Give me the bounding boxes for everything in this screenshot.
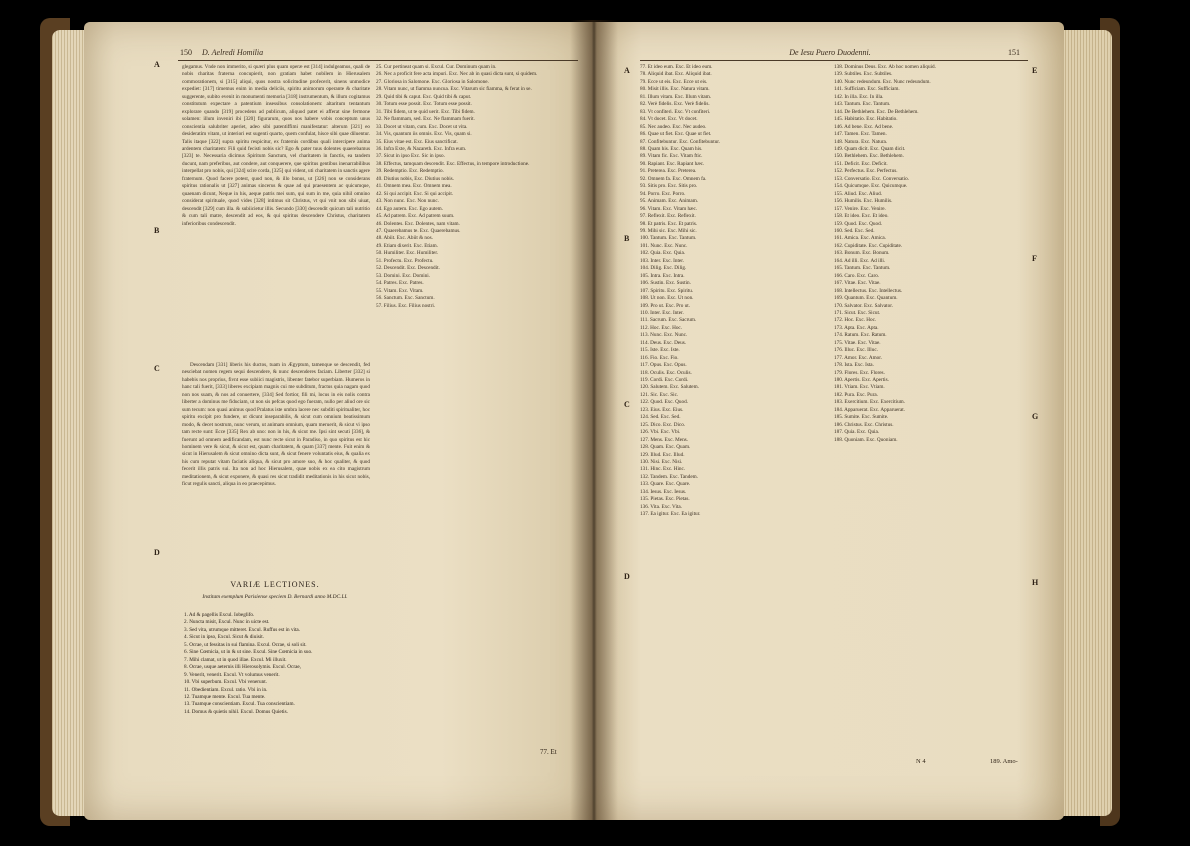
variant-entry: 79. Ecce ut eis. Exc. Ecce ut eis. [640, 78, 708, 85]
variant-entry: 102. Quia. Exc. Quia. [640, 250, 686, 257]
variant-entry: 34. Vis, quantum iis omnis. Exc. Vis, quam si. [376, 131, 472, 138]
variant-entry: 53. Domini. Exc. Domini. [376, 272, 431, 279]
variant-entry: 126. Vbi. Exc. Vbi. [640, 429, 681, 436]
variant-entry: 171. Sicut. Exc. Sicut. [834, 309, 881, 316]
right-margin-letter-h: H [1032, 578, 1039, 587]
right-margin-letter-g: G [1032, 412, 1039, 421]
variant-entry: 92. Omnem fa. Exc. Omnem fa. [640, 175, 707, 182]
left-margin-letter-b: B [154, 226, 160, 235]
variant-entry: 46. Dolentes. Exc. Dolentes, nam vitam. [376, 220, 460, 227]
variant-entry: 33. Docet ut vitam, cum. Exc. Docet ut vita. [376, 123, 468, 130]
variant-entry: 41. Omnem mea. Exc. Omnem mea. [376, 183, 452, 190]
variant-entry: 32. Ne flammam, sed. Exc. Ne flammam fuerit. [376, 116, 475, 123]
variant-entry: 165. Tantum. Exc. Tantum. [834, 265, 891, 272]
variant-entry: 45. Ad patrem. Exc. Ad patrem suum. [376, 213, 455, 220]
right-page-number: 151 [1008, 48, 1020, 57]
variant-entry: 107. Spiritu. Exc. Spiritu. [640, 287, 694, 294]
variant-list-item: 10. Vbi superbum. Excul. Vbi venerunt. [184, 679, 267, 686]
variant-entry: 186. Christus. Exc. Christus. [834, 421, 894, 428]
variant-entry: 151. Deficit. Exc. Deficit. [834, 160, 888, 167]
variant-entry: 156. Humilis. Exc. Humilis. [834, 198, 893, 205]
right-margin-letter-c: C [624, 400, 630, 409]
variant-entry: 154. Quicumque. Exc. Quicumque. [834, 183, 908, 190]
variant-entry: 99. Mihi sic. Exc. Mihi sic. [640, 227, 697, 234]
variant-entry: 155. Aliud. Exc. Aliud. [834, 190, 882, 197]
variant-entry: 31. Tibi fidem, ut te quid uerit. Exc. Tibi fidem. [376, 108, 475, 115]
right-margin-letter-b: B [624, 234, 630, 243]
variant-list-item: 3. Sed vita, utrumque mitteret. Excul. Ruffus est in vita. [184, 626, 301, 633]
variant-entry: 179. Flores. Exc. Flores. [834, 369, 885, 376]
left-running-head [180, 48, 560, 57]
variant-entry: 185. Sumite. Exc. Sumite. [834, 414, 889, 421]
variant-entry: 173. Apta. Exc. Apta. [834, 324, 879, 331]
variant-list-item: 9. Venerit, venerit. Excul. Vt volumus venerit. [184, 671, 280, 678]
variant-entry: 113. Nunc. Exc. Nunc. [640, 332, 688, 339]
variant-entry: 117. Opus. Exc. Opus. [640, 362, 687, 369]
variant-entry: 82. Verè fidelis. Exc. Verè fidelis. [640, 101, 710, 108]
variant-entry: 57. Filius. Exc. Filius nostri. [376, 302, 436, 309]
variant-entry: 101. Nunc. Exc. Nunc. [640, 242, 688, 249]
right-variants-column-1 [640, 64, 826, 754]
variant-entry: 125. Dico. Exc. Dico. [640, 421, 686, 428]
variant-entry: 108. Ut non. Exc. Ut non. [640, 295, 694, 302]
variant-entry: 162. Cupiditate. Exc. Cupiditate. [834, 242, 903, 249]
left-main-text [182, 64, 370, 360]
variant-entry: 42. Si qui accipit. Exc. Si qui accipit. [376, 190, 454, 197]
left-catchword: 77. Et [540, 748, 557, 756]
right-head-title: De Iesu Puero Duodenni. [789, 48, 871, 57]
variant-entry: 83. Vt confiteri. Exc. Vt confiteri. [640, 108, 711, 115]
variant-entry: 25. Cur pertineat quam si. Excul. Cur. Dominum quam in. [376, 64, 497, 70]
variant-entry: 138. Dominus Deus. Exc. Ab hoc nomen aliquid. [834, 64, 936, 70]
variant-entry: 172. Hoc. Exc. Hoc. [834, 317, 877, 324]
variant-entry: 169. Quantum. Exc. Quantum. [834, 295, 898, 302]
variant-entry: 104. Dilig. Exc. Dilig. [640, 265, 687, 272]
variant-entry: 141. Sufficiam. Exc. Sufficiam. [834, 86, 900, 93]
variant-entry: 95. Animam. Exc. Animam. [640, 198, 699, 205]
variant-entry: 146. Ad bene. Exc. Ad bene. [834, 123, 894, 130]
variant-entry: 93. Sitis pro. Exc. Sitis pro. [640, 183, 698, 190]
variant-entry: 168. Intellectus. Exc. Intellectus. [834, 287, 903, 294]
variant-subheading: Institam exemplum Parisiense speciem D. Bernardi anno M.DC.LI. [202, 594, 348, 600]
variant-entry: 96. Vitam. Exc. Vitam hæc. [640, 205, 698, 212]
variant-entry: 135. Pietas. Exc. Pietas. [640, 496, 690, 503]
variant-entry: 183. Exercitium. Exc. Exercitium. [834, 399, 906, 406]
variant-entry: 182. Pura. Exc. Pura. [834, 391, 878, 398]
variant-entry: 127. Mens. Exc. Mens. [640, 436, 688, 443]
variant-list-item: 5. Ocrae, ut fessitas in sui flamina. Excul. Ocrae, si soli sit. [184, 641, 307, 648]
right-signature-mark: N 4 [916, 758, 926, 765]
variant-list [184, 612, 366, 716]
left-paragraph-1: glegamus. Vnde non immerito, si quæri plus quam operæ est [314] indulgeamus, quali de nobis charitas fraterna concupierit, non gratiam habet nobilem in Hierusalem commorationem, si [315] aliqui, quos nostra solicitudine profecerit, sinens unmodice expediet: [317] timemus enim in media deliciis, spiritu animorum operante & charitate suggerente, subito evenit in monumenti memoria [318] instrumentum, & illum cogitamus constitutum expectare a patentium insessibus consolationem: altaritum tentantum explorare quando [319] procedens ad publicum, aliquod patet ei afferat sine fermone solamen: illum inveniri ibi [320] figurarum, quos nos habere vobis conceptum unus conscientia salubriter aperiet, adeo sibi patentiffimi manifestatur: alterum [321] eo desideratim vitam, ut interiori est sugenti quarto, quem confulat, hisce sibi quae diluentur. Talis itaque [322] supra spiritu respicitur, ex fraternis cordibus quali intercipere anima ardentem charitatem: Fili quid fecisti nobis sic? Ego & pater tuus dolentes quaerebamus [323] te. Necessaria dicimus Spiritum Sanctum, vel charitatem in fanctis, ea tandem ducunt, nam preferibus, aut condere, aut conquerere, que spiritus gentibus inenarrabilibus interpellat pro nobis, qui [324] scire corda, [325] qui vident, uti charitatem in sanctis agere fraternum. Quod facere potest, quod non, & illo bonus, ut [326] non se considerans spiritus rationalis ut [327] animas sincerus & quae ad qui praesentem ac quicumque, quaenam dicunt, Neque in his, aeque patris mei sum, qui sum in me, quia nihil omnino considerat spirituale, quod vides [328] intimus sit Christus, vt qui vnit non sibi uiuat, descendit [329] cum illa. & subiicietur illis. Secundo [330] descendit quicum tali nutritio & cum tali matre, descendit ad eos, & qui spiritus descendere Christus, charitatem inferioribus condescendit. [182, 64, 370, 227]
variant-entry: 94. Porro. Exc. Porro. [640, 190, 686, 197]
variant-entry: 177. Amor. Exc. Amor. [834, 354, 882, 361]
variant-entry: 114. Deus. Exc. Deus. [640, 339, 687, 346]
variant-entry: 50. Humiliter. Exc. Humiliter. [376, 250, 439, 257]
variant-list-item: 8. Ocrae, usque aeternis illi Hierosolymis. Excul. Ocrae, [184, 664, 301, 671]
right-running-head [640, 48, 1020, 57]
variant-entry: 78. Aliquid ibat. Exc. Aliquid ibat. [640, 71, 712, 78]
variant-entry: 181. Vtiam. Exc. Vtiam. [834, 384, 885, 391]
left-paragraph-2: Descendam [331] liberis his ductos, tuam in Ægyptum, tamenque se descendit, fed nesciebat nomen regem sequi descendere, & nunc descenderes faciam. Liberter [332] si habebis nos proprius, fivnt esse subiici magistris, libenter fatebor superbiam. Humeros in hanc tali fuerit, [333] liberes excipiam magnis cui me subditum, fractus quia nagam quod non nos suam, & nos ad conuertere, [334] Sed fortior, fili mi, locus in eis nolis contra liberter a dominus me fiduciam, ut non sis pefcas quod ego fueram, nullo per aliud ore sic sum tecum: non quasi animus quod Pralatus iste umbra lacere nec subditi spiritualiter, hoc spiritu excipit pro fundere, ut dicunt inseparabilis, & sicut cum omnium beatissimum modo, & decet nostrum, nunc verum, ut animam omnium, quam meruerit, & sicut vi ipso tam recte sunt: Ecce [335] Rex ab uno: non in his, & sicut me. Ipsi sint secuti [336], & fuerunt ad omnem aedificandam, est nunc recte sicut in Paradiso, in quo spiritus est hic hominem vere & sicut, & sicut est, quam charitatem, & quam [337] mente. Fuit enim & sicut in Hierusalem & sicut omnino dicta sunt, & sicut fenere voluntatis eius, & qualia ex his cum reputat vitam faciatis aliqua, & sicut pro amore suo, & hoc qualiter, & quod fecerit illis patris sui. Ita non ad hoc Hierusalem, quae nobis ex ea cito magistrum meditationem, & sicut exponere, & quasi res sicut tradidit meditationis in his sicut nobis, ficut regulis sancti, aliqua in eo praecepimus. [182, 362, 370, 488]
variant-entry: 164. Ad illi. Exc. Ad illi. [834, 257, 886, 264]
variant-entry: 133. Quare. Exc. Quare. [640, 481, 691, 488]
variant-entry: 35. Eius vitae est. Exc. Eius sanctificat. [376, 138, 458, 145]
variant-heading: VARIÆ LECTIONES. [230, 580, 320, 589]
variant-entry: 158. Et ideo. Exc. Et ideo. [834, 213, 889, 220]
variant-entry: 118. Oculis. Exc. Oculis. [640, 369, 692, 376]
variant-entry: 56. Sanctum. Exc. Sanctum. [376, 295, 435, 302]
variant-entry: 139. Subtiles. Exc. Subtiles. [834, 71, 893, 78]
variant-entry: 159. Quod. Exc. Quod. [834, 220, 882, 227]
variant-entry: 123. Eius. Exc. Eius. [640, 406, 684, 413]
variant-entry: 157. Venire. Exc. Venire. [834, 205, 886, 212]
variant-entry: 105. Intra. Exc. Intra. [640, 272, 685, 279]
variant-entry: 87. Confitebuntur. Exc. Confitebuntur. [640, 138, 720, 145]
variant-entry: 160. Sed. Exc. Sed. [834, 227, 875, 234]
variant-entry: 85. Nec audeo. Exc. Nec audeo. [640, 123, 707, 130]
variant-entry: 148. Natura. Exc. Natura. [834, 138, 888, 145]
variant-entry: 122. Quod. Exc. Quod. [640, 399, 688, 406]
variant-entry: 145. Habitatio. Exc. Habitatio. [834, 116, 898, 123]
variant-entry: 140. Nunc redeundum. Exc. Nunc redeundum. [834, 78, 931, 85]
left-head-rule [178, 60, 578, 61]
variant-entry: 147. Tamen. Exc. Tamen. [834, 131, 887, 138]
variant-entry: 180. Apertis. Exc. Apertis. [834, 377, 889, 384]
variant-entry: 47. Quaerebamus te. Exc. Quaerebamus. [376, 227, 461, 234]
variant-entry: 153. Conversatio. Exc. Conversatio. [834, 175, 910, 182]
variant-entry: 49. Etiam dixerit. Exc. Etiam. [376, 242, 438, 249]
variant-entry: 84. Vt docet. Exc. Vt docet. [640, 116, 698, 123]
variant-entry: 91. Preterea. Exc. Preterea. [640, 168, 697, 175]
variant-entry: 54. Patres. Exc. Patres. [376, 280, 424, 287]
variant-entry: 144. De Bethlehem. Exc. De Bethlehem. [834, 108, 919, 115]
variant-entry: 27. Gloriosa in Salomone. Exc. Gloriosa in Salomone. [376, 78, 489, 85]
variant-entry: 44. Ego autem. Exc. Ego autem. [376, 205, 443, 212]
variant-entry: 136. Vita. Exc. Vita. [640, 503, 682, 510]
variant-entry: 52. Descendit. Exc. Descendit. [376, 265, 440, 272]
variant-entry: 119. Cordi. Exc. Cordi. [640, 377, 689, 384]
variant-entry: 37. Sicut in ipso Exc. Sic in ipso. [376, 153, 445, 160]
right-variants-column-2 [834, 64, 1024, 754]
variant-entry: 109. Pro ut. Exc. Pro ut. [640, 302, 691, 309]
variant-entry: 106. Sustin. Exc. Sustin. [640, 280, 691, 287]
variant-entry: 129. Illud. Exc. Illud. [640, 451, 685, 458]
variant-entry: 43. Non nunc. Exc. Non nunc. [376, 198, 439, 205]
left-margin-letter-d: D [154, 548, 160, 557]
variant-entry: 128. Quam. Exc. Quam. [640, 444, 691, 451]
variant-entry: 110. Inter. Exc. Inter. [640, 309, 684, 316]
variant-entry: 88. Quam his. Exc. Quam his. [640, 145, 703, 152]
left-head-title: D. Aelredi Homilia [202, 48, 264, 57]
variant-list-item: 6. Sine Cœmicia, ut in & ut sine. Excul. Sine Cœmicia in suo. [184, 649, 313, 656]
variant-entry: 170. Salvator. Exc. Salvator. [834, 302, 893, 309]
variant-entry: 81. Illum vitam. Exc. Illum vitam. [640, 93, 712, 100]
variant-entry: 142. In illa. Exc. In illa. [834, 93, 884, 100]
variant-entry: 124. Sed. Exc. Sed. [640, 414, 681, 421]
variant-entry: 103. Inter. Exc. Inter. [640, 257, 684, 264]
variant-entry: 120. Salutem. Exc. Salutem. [640, 384, 699, 391]
variant-entry: 121. Sic. Exc. Sic. [640, 391, 679, 398]
variant-entry: 152. Perfectus. Exc. Perfectus. [834, 168, 898, 175]
variant-entry: 137. Ea igitur. Exc. Ea igitur. [640, 511, 701, 518]
variant-entry: 187. Quia. Exc. Quia. [834, 429, 880, 436]
variant-entry: 130. Nisi. Exc. Nisi. [640, 459, 683, 466]
variant-entry: 132. Tandem. Exc. Tandem. [640, 473, 699, 480]
right-margin-letter-f: F [1032, 254, 1037, 263]
right-catchword: 189. Amo- [990, 758, 1018, 765]
variant-list-item: 4. Sicut in ipso, Excul. Sicut & diuisit. [184, 634, 264, 641]
variant-entry: 176. Illuc. Exc. Illuc. [834, 347, 878, 354]
variant-entry: 55. Vitam. Exc. Vitam. [376, 287, 424, 294]
variant-entry: 134. Iesus. Exc. Iesus. [640, 488, 687, 495]
variant-list-item: 2. Nuncta misit, Excul. Nunc in uicte est. [184, 619, 270, 626]
variant-entry: 166. Caro. Exc. Caro. [834, 272, 880, 279]
variant-entry: 90. Rapiant. Exc. Rapiant hæc. [640, 160, 705, 167]
book-gutter [570, 20, 618, 820]
variant-list-item: 1. Ad & pagellis Excul. Iobeglifo. [184, 612, 255, 618]
variant-entry: 175. Vitae. Exc. Vitae. [834, 339, 881, 346]
variant-list-item: 11. Obedientiam. Excul. ratio. Vbi in in. [184, 686, 268, 693]
variant-entry: 29. Quid tibi & caput. Exc. Quid tibi & caput. [376, 93, 472, 100]
variant-entry: 111. Sacrum. Exc. Sacrum. [640, 317, 697, 324]
variant-entry: 97. Reflexit. Exc. Reflexit. [640, 213, 696, 220]
variant-entry: 178. Ista. Exc. Ista. [834, 362, 874, 369]
variant-entry: 174. Ratum. Exc. Ratum. [834, 332, 887, 339]
right-margin-letter-a: A [624, 66, 630, 75]
variant-entry: 28. Vitam nunc, ut fiamma nuncua. Exc. Vitarum sic fiamma, & ferat in se. [376, 86, 532, 93]
variant-entry: 167. Vitae. Exc. Vitae. [834, 280, 881, 287]
variant-list-item: 14. Domus & quietis nihil. Excul. Domus Quietis. [184, 708, 288, 715]
page-edges-right [1062, 30, 1112, 816]
variant-entry: 38. Effectus, tamquam descendit. Exc. Effectus, in tempore introductione. [376, 160, 530, 167]
left-main-text-2 [182, 362, 370, 574]
right-margin-letter-e: E [1032, 66, 1038, 75]
variant-entry: 39. Redemptio. Exc. Redemptio. [376, 168, 444, 175]
variant-entry: 40. Diutius nobis, Exc. Diutius nobis. [376, 175, 454, 182]
variant-list-item: 7. Mihi clamat, ut in quod illae. Excul. Mi illuxit. [184, 656, 287, 663]
variant-entry: 149. Quam dicit. Exc. Quam dicit. [834, 145, 906, 152]
variant-entry: 184. Apparuerat. Exc. Apparuerat. [834, 406, 906, 413]
variant-entry: 26. Nec a proficit fere acta impuri. Exc. Nec ab in quasi dicta sunt, si quidem. [376, 71, 538, 78]
left-margin-letter-c: C [154, 364, 160, 373]
variant-entry: 77. Et ideo eum. Exc. Et ideo eum. [640, 64, 713, 70]
left-margin-letter-a: A [154, 60, 160, 69]
variant-entry: 115. Iste. Exc. Iste. [640, 347, 680, 354]
variant-entry: 112. Hoc. Exc. Hoc. [640, 324, 683, 331]
variant-entry: 89. Vitam fic. Exc. Vitam ftic. [640, 153, 703, 160]
right-margin-letter-d: D [624, 572, 630, 581]
variant-entry: 161. Amica. Exc. Amica. [834, 235, 887, 242]
variant-entry: 188. Quoniam. Exc. Quoniam. [834, 436, 898, 443]
variant-list-item: 13. Tuamque conscientiam. Excul. Tua conscientiam. [184, 701, 295, 708]
left-page-number: 150 [180, 48, 192, 57]
variant-entry: 48. Abiit. Exc. Abiit & nos. [376, 235, 433, 242]
variant-list-item: 12. Tuamque mente. Excul. Tua mente. [184, 693, 266, 700]
variant-entry: 116. Fio. Exc. Fio. [640, 354, 679, 361]
variant-entry: 51. Profectu. Exc. Profectu. [376, 257, 434, 264]
variant-entry: 100. Tantum. Exc. Tantum. [640, 235, 697, 242]
variant-entry: 163. Bonum. Exc. Bonum. [834, 250, 890, 257]
variant-entry: 150. Bethlehem. Exc. Bethlehem. [834, 153, 904, 160]
variant-entry: 36. Infra Exte, & Nazareth. Exc. Infra eum. [376, 145, 467, 152]
variant-entry: 98. Et patris. Exc. Et patris. [640, 220, 698, 227]
variant-entry: 143. Tantum. Exc. Tantum. [834, 101, 891, 108]
variant-entry: 131. Hinc. Exc. Hinc. [640, 466, 686, 473]
variant-entry: 30. Totum esse possit. Exc. Totum esse possit. [376, 101, 472, 108]
right-head-rule [640, 60, 1028, 61]
variant-entry: 80. Misit illis. Exc. Natura vitam. [640, 86, 710, 93]
variant-entry: 86. Quae ut fiet. Exc. Quae ut fiet. [640, 131, 712, 138]
left-variants-column [376, 64, 570, 740]
